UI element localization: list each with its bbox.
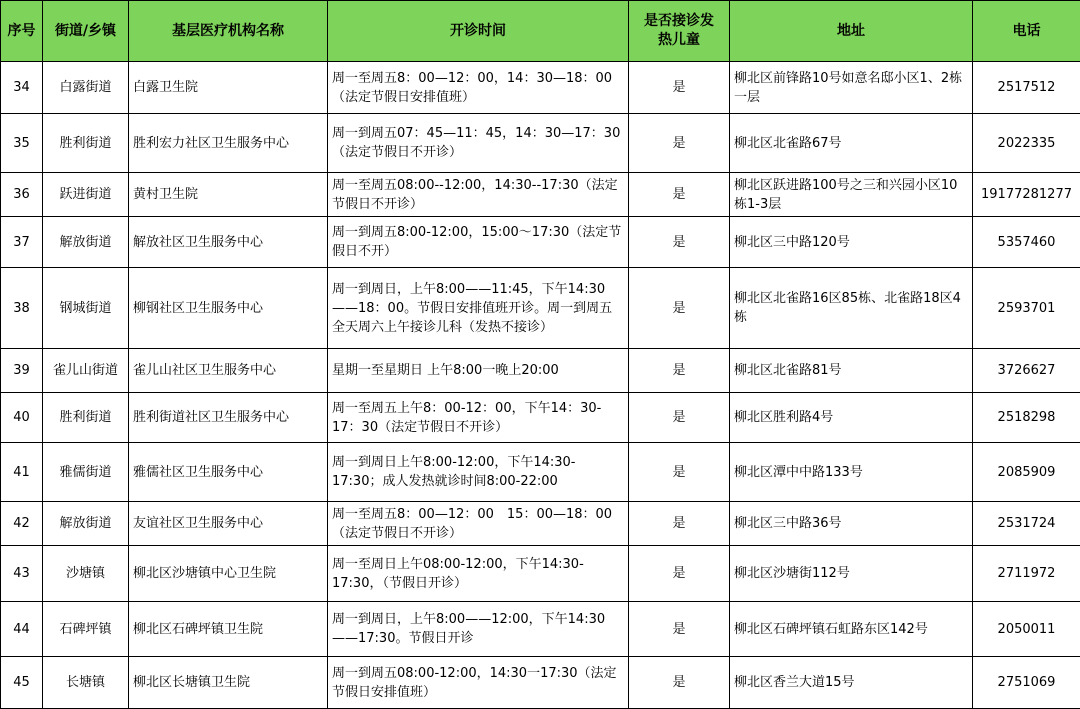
cell-street: 解放街道	[43, 217, 129, 268]
cell-fever: 是	[629, 62, 730, 114]
cell-name: 白露卫生院	[129, 62, 328, 114]
cell-no: 42	[1, 502, 43, 546]
cell-name: 柳北区长塘镇卫生院	[129, 657, 328, 709]
cell-name: 柳钢社区卫生服务中心	[129, 268, 328, 349]
cell-hours: 周一至周五上午8：00-12：00，下午14：30-17：30（法定节假日不开诊）	[328, 393, 629, 443]
table-row	[1, 349, 1080, 393]
cell-hours: 周一至周五8：00—12：00，14：30—18：00（法定节假日安排值班）	[328, 62, 629, 114]
cell-phone: 3726627	[973, 349, 1080, 393]
table-row	[1, 443, 1080, 502]
cell-no: 39	[1, 349, 43, 393]
table-row	[1, 657, 1080, 709]
cell-fever: 是	[629, 443, 730, 502]
cell-name: 柳北区沙塘镇中心卫生院	[129, 546, 328, 602]
cell-name: 雀儿山社区卫生服务中心	[129, 349, 328, 393]
table-row	[1, 114, 1080, 173]
header-phone: 电话	[973, 1, 1080, 62]
cell-fever: 是	[629, 268, 730, 349]
cell-name: 胜利宏力社区卫生服务中心	[129, 114, 328, 173]
cell-name: 黄村卫生院	[129, 173, 328, 217]
cell-phone: 2022335	[973, 114, 1080, 173]
cell-phone: 5357460	[973, 217, 1080, 268]
header-hours: 开诊时间	[328, 1, 629, 62]
cell-no: 35	[1, 114, 43, 173]
cell-address: 柳北区北雀路81号	[730, 349, 973, 393]
cell-fever: 是	[629, 114, 730, 173]
cell-hours: 周一至周日上午08:00-12:00，下午14:30-17:30，（节假日开诊）	[328, 546, 629, 602]
cell-street: 跃进街道	[43, 173, 129, 217]
cell-no: 36	[1, 173, 43, 217]
table-body	[1, 62, 1080, 709]
cell-hours: 星期一至星期日 上午8:00一晚上20:00	[328, 349, 629, 393]
cell-street: 雀儿山街道	[43, 349, 129, 393]
cell-street: 石碑坪镇	[43, 602, 129, 657]
cell-hours: 周一到周日，上午8:00——12:00，下午14:30——17:30。节假日开诊	[328, 602, 629, 657]
cell-address: 柳北区三中路120号	[730, 217, 973, 268]
table-row	[1, 217, 1080, 268]
cell-phone: 2085909	[973, 443, 1080, 502]
table-row	[1, 62, 1080, 114]
header-row	[1, 1, 1080, 62]
table-row	[1, 546, 1080, 602]
header-name: 基层医疗机构名称	[129, 1, 328, 62]
table-row	[1, 268, 1080, 349]
cell-street: 解放街道	[43, 502, 129, 546]
cell-hours: 周一到周五8:00-12:00，15:00～17:30（法定节假日不开）	[328, 217, 629, 268]
table-row	[1, 502, 1080, 546]
cell-no: 41	[1, 443, 43, 502]
cell-fever: 是	[629, 349, 730, 393]
cell-address: 柳北区潭中中路133号	[730, 443, 973, 502]
cell-fever: 是	[629, 393, 730, 443]
cell-fever: 是	[629, 173, 730, 217]
cell-address: 柳北区三中路36号	[730, 502, 973, 546]
table-row	[1, 173, 1080, 217]
cell-address: 柳北区跃进路100号之三和兴园小区10栋1-3层	[730, 173, 973, 217]
cell-address: 柳北区北雀路16区85栋、北雀路18区4栋	[730, 268, 973, 349]
cell-name: 解放社区卫生服务中心	[129, 217, 328, 268]
table-row	[1, 602, 1080, 657]
cell-fever: 是	[629, 657, 730, 709]
table-row	[1, 393, 1080, 443]
cell-hours: 周一至周五08:00--12:00，14:30--17:30（法定节假日不开诊）	[328, 173, 629, 217]
cell-hours: 周一到周五08:00-12:00，14:30一17:30（法定节假日安排值班）	[328, 657, 629, 709]
cell-address: 柳北区石碑坪镇石虹路东区142号	[730, 602, 973, 657]
cell-street: 胜利街道	[43, 393, 129, 443]
cell-no: 38	[1, 268, 43, 349]
cell-street: 白露街道	[43, 62, 129, 114]
header-no: 序号	[1, 1, 43, 62]
header-street: 街道/乡镇	[43, 1, 129, 62]
cell-fever: 是	[629, 546, 730, 602]
cell-phone: 2517512	[973, 62, 1080, 114]
cell-no: 43	[1, 546, 43, 602]
cell-address: 柳北区胜利路4号	[730, 393, 973, 443]
cell-address: 柳北区前锋路10号如意名邸小区1、2栋一层	[730, 62, 973, 114]
cell-no: 44	[1, 602, 43, 657]
cell-phone: 19177281277	[973, 173, 1080, 217]
cell-no: 40	[1, 393, 43, 443]
cell-fever: 是	[629, 217, 730, 268]
cell-no: 37	[1, 217, 43, 268]
cell-phone: 2593701	[973, 268, 1080, 349]
cell-phone: 2531724	[973, 502, 1080, 546]
cell-street: 胜利街道	[43, 114, 129, 173]
cell-phone: 2518298	[973, 393, 1080, 443]
cell-no: 45	[1, 657, 43, 709]
cell-street: 长塘镇	[43, 657, 129, 709]
cell-phone: 2050011	[973, 602, 1080, 657]
cell-address: 柳北区香兰大道15号	[730, 657, 973, 709]
cell-name: 雅儒社区卫生服务中心	[129, 443, 328, 502]
cell-street: 沙塘镇	[43, 546, 129, 602]
cell-fever: 是	[629, 502, 730, 546]
cell-phone: 2711972	[973, 546, 1080, 602]
cell-hours: 周一至周五8：00—12：00 15：00—18：00（法定节假日不开诊）	[328, 502, 629, 546]
header-address: 地址	[730, 1, 973, 62]
cell-name: 柳北区石碑坪镇卫生院	[129, 602, 328, 657]
cell-name: 胜利街道社区卫生服务中心	[129, 393, 328, 443]
cell-hours: 周一到周五07：45—11：45，14：30—17：30（法定节假日不开诊）	[328, 114, 629, 173]
cell-no: 34	[1, 62, 43, 114]
cell-street: 钢城街道	[43, 268, 129, 349]
cell-phone: 2751069	[973, 657, 1080, 709]
cell-address: 柳北区北雀路67号	[730, 114, 973, 173]
cell-street: 雅儒街道	[43, 443, 129, 502]
cell-address: 柳北区沙塘街112号	[730, 546, 973, 602]
cell-name: 友谊社区卫生服务中心	[129, 502, 328, 546]
cell-hours: 周一到周日上午8:00-12:00，下午14:30-17:30；成人发热就诊时间8:00-22:00	[328, 443, 629, 502]
cell-hours: 周一到周日，上午8:00——11:45，下午14:30——18：00。节假日安排值班开诊。周一到周五全天周六上午接诊儿科（发热不接诊）	[328, 268, 629, 349]
header-fever: 是否接诊发热儿童	[629, 1, 730, 62]
cell-fever: 是	[629, 602, 730, 657]
